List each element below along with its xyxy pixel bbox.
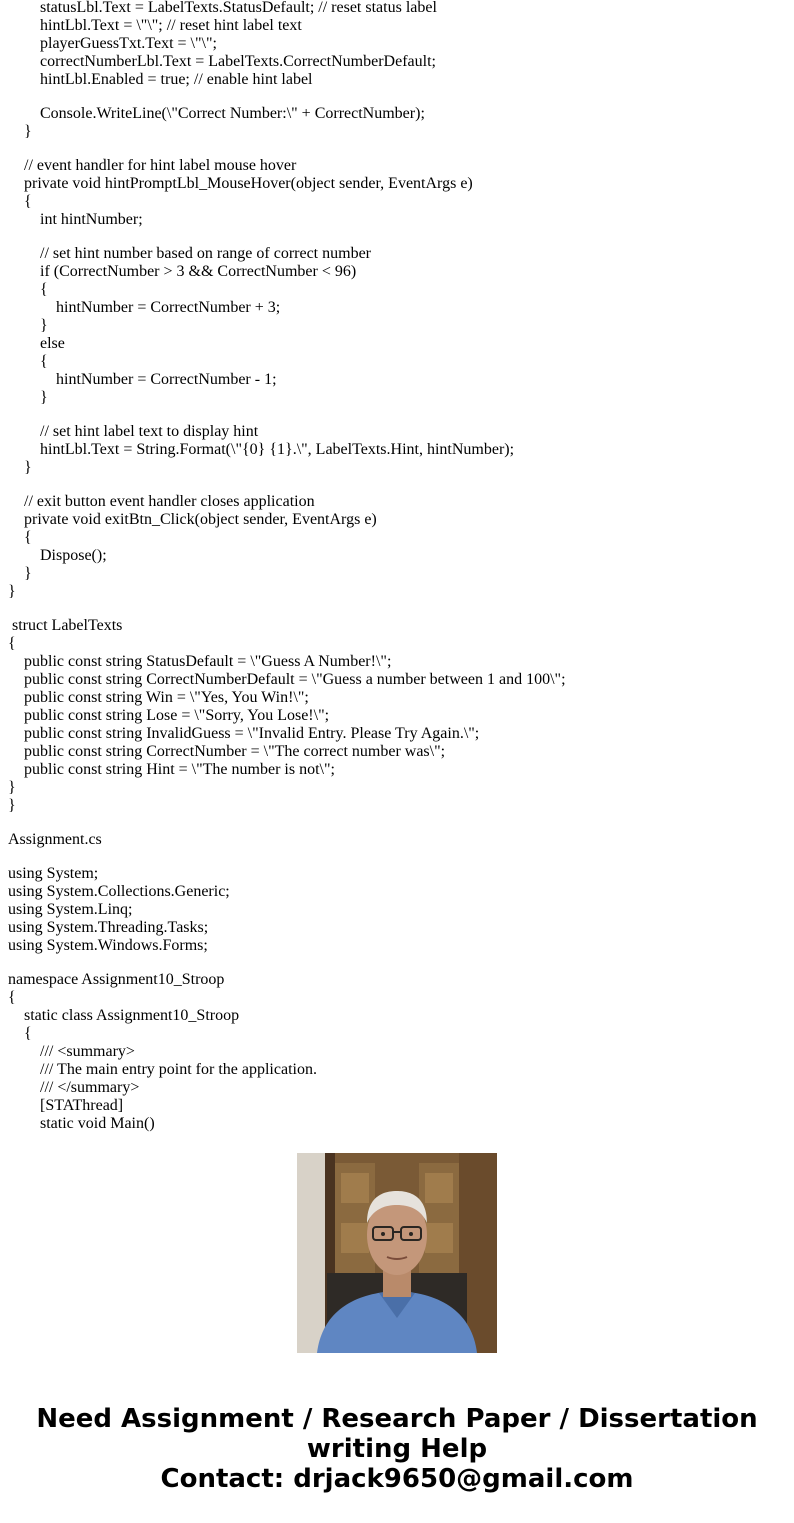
code-line: public const string Lose = \"Sorry, You Lose!\"; [24,707,330,724]
code-line: private void hintPromptLbl_MouseHover(object sender, EventArgs e) [24,175,473,192]
code-line: struct LabelTexts [12,617,123,634]
code-line: Assignment.cs [8,831,102,848]
code-line: hintNumber = CorrectNumber - 1; [56,371,277,388]
promo-banner [0,1404,794,1494]
code-line: } [8,583,16,600]
code-line: playerGuessTxt.Text = \"\"; [40,35,217,52]
code-line: using System.Collections.Generic; [8,883,230,900]
code-line: hintNumber = CorrectNumber + 3; [56,299,281,316]
code-line: static void Main() [40,1115,155,1132]
code-line: { [8,635,16,652]
code-line: } [40,317,48,334]
code-line: /// </summary> [40,1079,140,1096]
code-line: namespace Assignment10_Stroop [8,971,225,988]
code-line: // exit button event handler closes application [24,493,315,510]
code-line: public const string CorrectNumberDefault = \"Guess a number between 1 and 100\"; [24,671,566,688]
code-line: } [24,565,32,582]
code-line: using System.Windows.Forms; [8,937,208,954]
code-line: using System.Threading.Tasks; [8,919,209,936]
code-line: hintLbl.Text = \"\"; // reset hint label text [40,17,302,34]
code-line: // set hint number based on range of correct number [40,245,371,262]
code-line: private void exitBtn_Click(object sender, EventArgs e) [24,511,377,528]
code-line: Dispose(); [40,547,107,564]
code-line: } [8,797,16,814]
code-line: { [24,193,32,210]
code-line: public const string CorrectNumber = \"The correct number was\"; [24,743,446,760]
code-line: { [40,353,48,370]
code-line: // event handler for hint label mouse hover [24,157,297,174]
code-line: hintLbl.Enabled = true; // enable hint label [40,71,313,88]
code-line: public const string Win = \"Yes, You Win!\"; [24,689,309,706]
code-line: int hintNumber; [40,211,143,228]
code-line: // set hint label text to display hint [40,423,259,440]
code-line: public const string Hint = \"The number is not\"; [24,761,335,778]
code-line: hintLbl.Text = String.Format(\"{0} {1}.\", LabelTexts.Hint, hintNumber); [40,441,515,458]
code-line: correctNumberLbl.Text = LabelTexts.CorrectNumberDefault; [40,53,436,70]
code-line: statusLbl.Text = LabelTexts.StatusDefault; // reset status label [40,0,437,16]
code-line: /// The main entry point for the application. [40,1061,317,1078]
code-line: public const string StatusDefault = \"Guess A Number!\"; [24,653,392,670]
code-line: Console.WriteLine(\"Correct Number:\" + CorrectNumber); [40,105,425,122]
code-line: using System; [8,865,99,882]
code-line: { [24,529,32,546]
code-line: static class Assignment10_Stroop [24,1007,240,1024]
author-avatar [297,1153,497,1353]
author-photo-icon [297,1153,497,1353]
promo-line-2: writing Help [306,1434,488,1464]
code-line: { [40,281,48,298]
code-line: { [8,989,16,1006]
code-line: } [8,779,16,796]
code-line: } [40,389,48,406]
promo-contact-line[interactable]: Contact: drjack9650@gmail.com [160,1464,634,1494]
code-line: else [40,335,65,352]
code-line: /// <summary> [40,1043,135,1060]
code-line: if (CorrectNumber > 3 && CorrectNumber < 96) [40,263,357,280]
code-line: } [24,123,32,140]
code-line: using System.Linq; [8,901,133,918]
code-line: public const string InvalidGuess = \"Invalid Entry. Please Try Again.\"; [24,725,480,742]
code-line: { [24,1025,32,1042]
promo-line-1: Need Assignment / Research Paper / Dissertation [36,1404,758,1434]
code-line: } [24,459,32,476]
code-line: [STAThread] [40,1097,124,1114]
